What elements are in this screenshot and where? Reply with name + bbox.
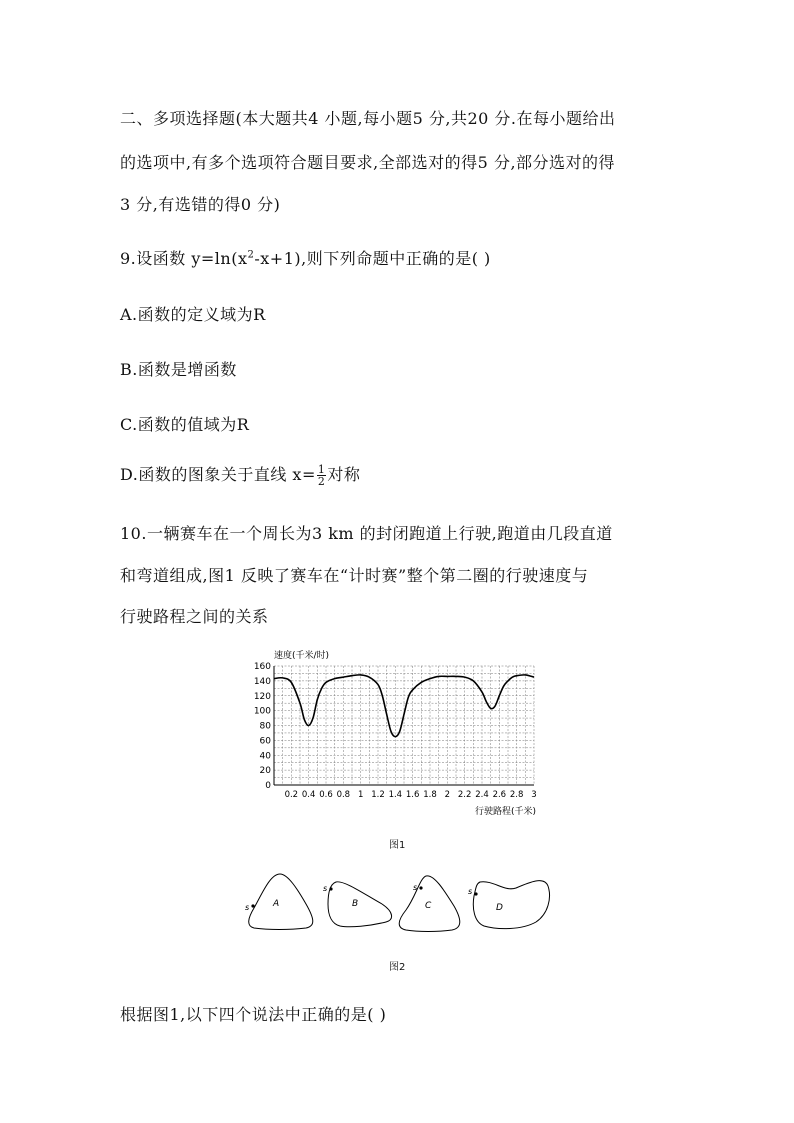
speed-distance-chart: [240, 644, 550, 820]
track-d-label: D: [496, 903, 503, 913]
x-tick-label: 2: [444, 790, 451, 800]
track-d-start-label: s: [468, 887, 473, 896]
section-heading-line-1: 二、多项选择题(本大题共4 小题,每小题5 分,共20 分.在每小题给出: [120, 109, 616, 128]
y-tick-label: 80: [259, 721, 271, 732]
x-tick-label: 1.4: [388, 790, 403, 800]
x-tick-label: 3: [531, 790, 537, 800]
chart-grid: [274, 666, 534, 785]
track-a-label: A: [273, 899, 280, 909]
q9-option-d: [120, 462, 360, 487]
y-tick-label: 40: [259, 751, 271, 762]
track-c-start-label: s: [413, 883, 418, 892]
x-tick-label: 0.6: [319, 790, 333, 800]
q9-stem-exponent: 2: [247, 249, 255, 261]
track-d-start-marker: [474, 892, 477, 895]
track-a-start-marker: [251, 904, 254, 907]
q9-stem-prefix: 9.设函数 y=ln(x: [120, 249, 248, 268]
track-a-start-label: s: [245, 903, 250, 912]
y-tick-label: 120: [253, 691, 271, 702]
x-tick-label: 1.2: [371, 790, 385, 800]
x-tick-label: 1.8: [423, 790, 437, 800]
q9-stem: [120, 246, 491, 269]
track-c-label: C: [425, 901, 432, 911]
x-tick-label: 2.4: [475, 790, 489, 800]
track-b-start-label: s: [323, 884, 328, 893]
x-tick-label: 0.8: [336, 790, 351, 800]
fraction-denominator: 2: [317, 475, 326, 488]
q9-option-a: A.函数的定义域为R: [120, 305, 266, 324]
track-a-outline: [249, 874, 313, 930]
q9-option-d-fraction: [317, 464, 327, 487]
track-b-outline: [328, 882, 392, 927]
y-tick-label: 140: [253, 676, 271, 687]
x-tick-label: 0.2: [284, 790, 299, 800]
y-tick-label: 60: [259, 736, 271, 747]
x-tick-label: 1: [357, 790, 364, 800]
q9-option-d-prefix: D.函数的图象关于直线 x=: [120, 465, 316, 484]
section-heading-line-2: 的选项中,有多个选项符合题目要求,全部选对的得5 分,部分选对的得: [120, 153, 616, 172]
x-tick-label: 2.2: [457, 790, 472, 800]
x-tick-label: 1.6: [405, 790, 420, 800]
q9-stem-suffix: -x+1),则下列命题中正确的是( ): [254, 249, 491, 268]
track-b-start-marker: [329, 887, 332, 890]
section-heading-line-3: 3 分,有选错的得0 分): [120, 195, 281, 214]
figure-2-caption: 图2: [389, 962, 406, 973]
q9-option-c: C.函数的值域为R: [120, 415, 250, 434]
track-c-start-marker: [419, 886, 422, 889]
track-d-outline: [473, 881, 549, 929]
q10-question: 根据图1,以下四个说法中正确的是( ): [120, 1005, 387, 1024]
q10-stem-line-2: 和弯道组成,图1 反映了赛车在“计时赛”整个第二圈的行驶速度与: [120, 566, 589, 585]
q9-option-d-suffix: 对称: [327, 465, 361, 484]
x-tick-label: 2.8: [509, 790, 524, 800]
fraction-numerator: 1: [317, 463, 326, 476]
q10-stem-line-1: 10.一辆赛车在一个周长为3 km 的封闭跑道上行驶,跑道由几段直道: [120, 524, 613, 543]
y-tick-label: 20: [259, 766, 271, 777]
y-tick-label: 0: [265, 781, 271, 791]
y-tick-label: 100: [253, 706, 271, 717]
q9-option-b: B.函数是增函数: [120, 360, 237, 379]
x-tick-label: 0.4: [301, 790, 316, 800]
q10-stem-line-3: 行驶路程之间的关系: [120, 607, 269, 626]
chart-x-axis-label: 行驶路程(千米): [474, 807, 536, 817]
track-shapes-figure: [240, 868, 560, 938]
x-tick-label: 2.6: [492, 790, 507, 800]
figure-1-caption: 图1: [389, 840, 406, 851]
chart-y-axis-label: 速度(千米/时): [274, 651, 330, 661]
track-b-label: B: [352, 899, 359, 909]
y-tick-label: 160: [253, 662, 271, 672]
